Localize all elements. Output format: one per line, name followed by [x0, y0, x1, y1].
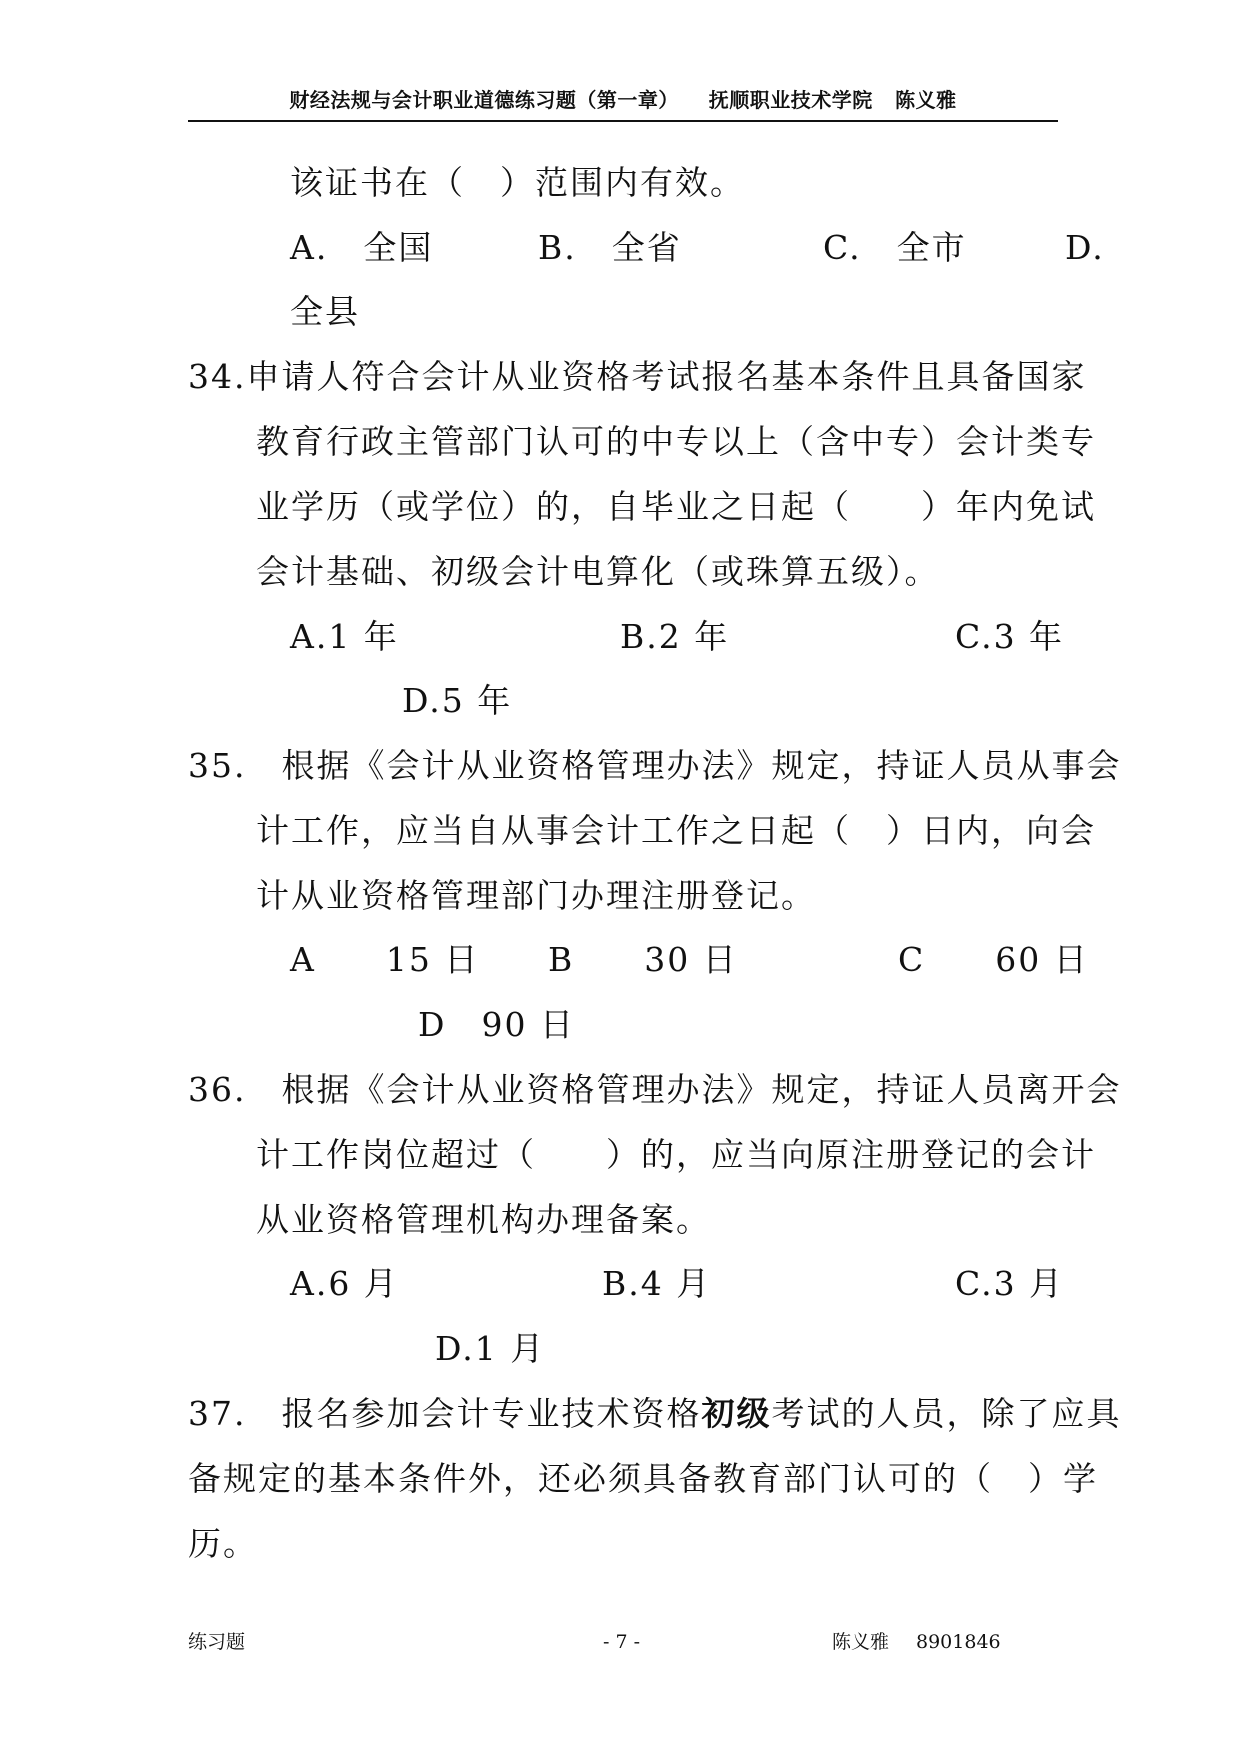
- q36-line-1: 36. 根据《会计从业资格管理办法》规定，持证人员离开会: [188, 1070, 1122, 1109]
- q36-line-3: 从业资格管理机构办理备案。: [256, 1200, 711, 1239]
- q34-option-c: C.3 年: [955, 617, 1065, 656]
- q36-option-d: D.1 月: [435, 1329, 546, 1368]
- q34-line-1: 34.申请人符合会计从业资格考试报名基本条件且具备国家: [188, 357, 1087, 396]
- header-author: 陈义雅: [895, 88, 957, 112]
- q35-option-b: B 30 日: [548, 940, 738, 979]
- q35-line-1: 35. 根据《会计从业资格管理办法》规定，持证人员从事会: [188, 746, 1122, 785]
- q34-line-2: 教育行政主管部门认可的中专以上（含中专）会计类专: [256, 422, 1096, 461]
- q33-option-a: A. 全国: [290, 228, 434, 267]
- q33-option-b: B. 全省: [538, 228, 682, 267]
- q35-option-a: A 15 日: [290, 940, 480, 979]
- q37-line-1-pre: 37. 报名参加会计专业技术资格: [188, 1394, 702, 1433]
- footer-page-number: - 7 -: [603, 1631, 641, 1653]
- q35-line-2: 计工作，应当自从事会计工作之日起（ ）日内，向会: [256, 811, 1096, 850]
- q35-option-c: C 60 日: [898, 940, 1089, 979]
- q33-option-d: D.: [1065, 228, 1105, 267]
- q34-option-d: D.5 年: [402, 681, 513, 720]
- q37-line-3: 历。: [188, 1524, 258, 1563]
- q35-option-d: D 90 日: [418, 1005, 575, 1044]
- q36-line-2: 计工作岗位超过（ ）的，应当向原注册登记的会计: [256, 1135, 1096, 1174]
- footer-phone: 8901846: [916, 1631, 1001, 1653]
- q35-line-3: 计从业资格管理部门办理注册登记。: [256, 876, 816, 915]
- q33-option-c: C. 全市: [823, 228, 967, 267]
- q37-emphasis: 初级: [701, 1394, 772, 1433]
- header-school: 抚顺职业技术学院: [708, 88, 873, 112]
- q36-option-b: B.4 月: [602, 1264, 712, 1303]
- page-header: [188, 82, 1058, 122]
- q36-option-a: A.6 月: [290, 1264, 399, 1303]
- q34-line-4: 会计基础、初级会计电算化（或珠算五级）。: [256, 552, 940, 591]
- q34-line-3: 业学历（或学位）的，自毕业之日起（ ）年内免试: [256, 487, 1096, 526]
- q37-line-1-post: 考试的人员，除了应具: [771, 1394, 1122, 1433]
- q33-tail: 该证书在（ ）范围内有效。: [290, 163, 745, 202]
- q37-line-2: 备规定的基本条件外，还必须具备教育部门认可的（ ）学: [188, 1459, 1098, 1498]
- q33-option-d-text: 全县: [290, 292, 360, 331]
- footer-name: 陈义雅: [832, 1631, 890, 1653]
- header-title: 财经法规与会计职业道德练习题（第一章）: [289, 88, 679, 112]
- q37-line-1: [188, 1394, 1121, 1434]
- q34-option-b: B.2 年: [620, 617, 730, 656]
- footer-left: 练习题: [188, 1631, 246, 1653]
- q34-option-a: A.1 年: [290, 617, 399, 656]
- q36-option-c: C.3 月: [955, 1264, 1065, 1303]
